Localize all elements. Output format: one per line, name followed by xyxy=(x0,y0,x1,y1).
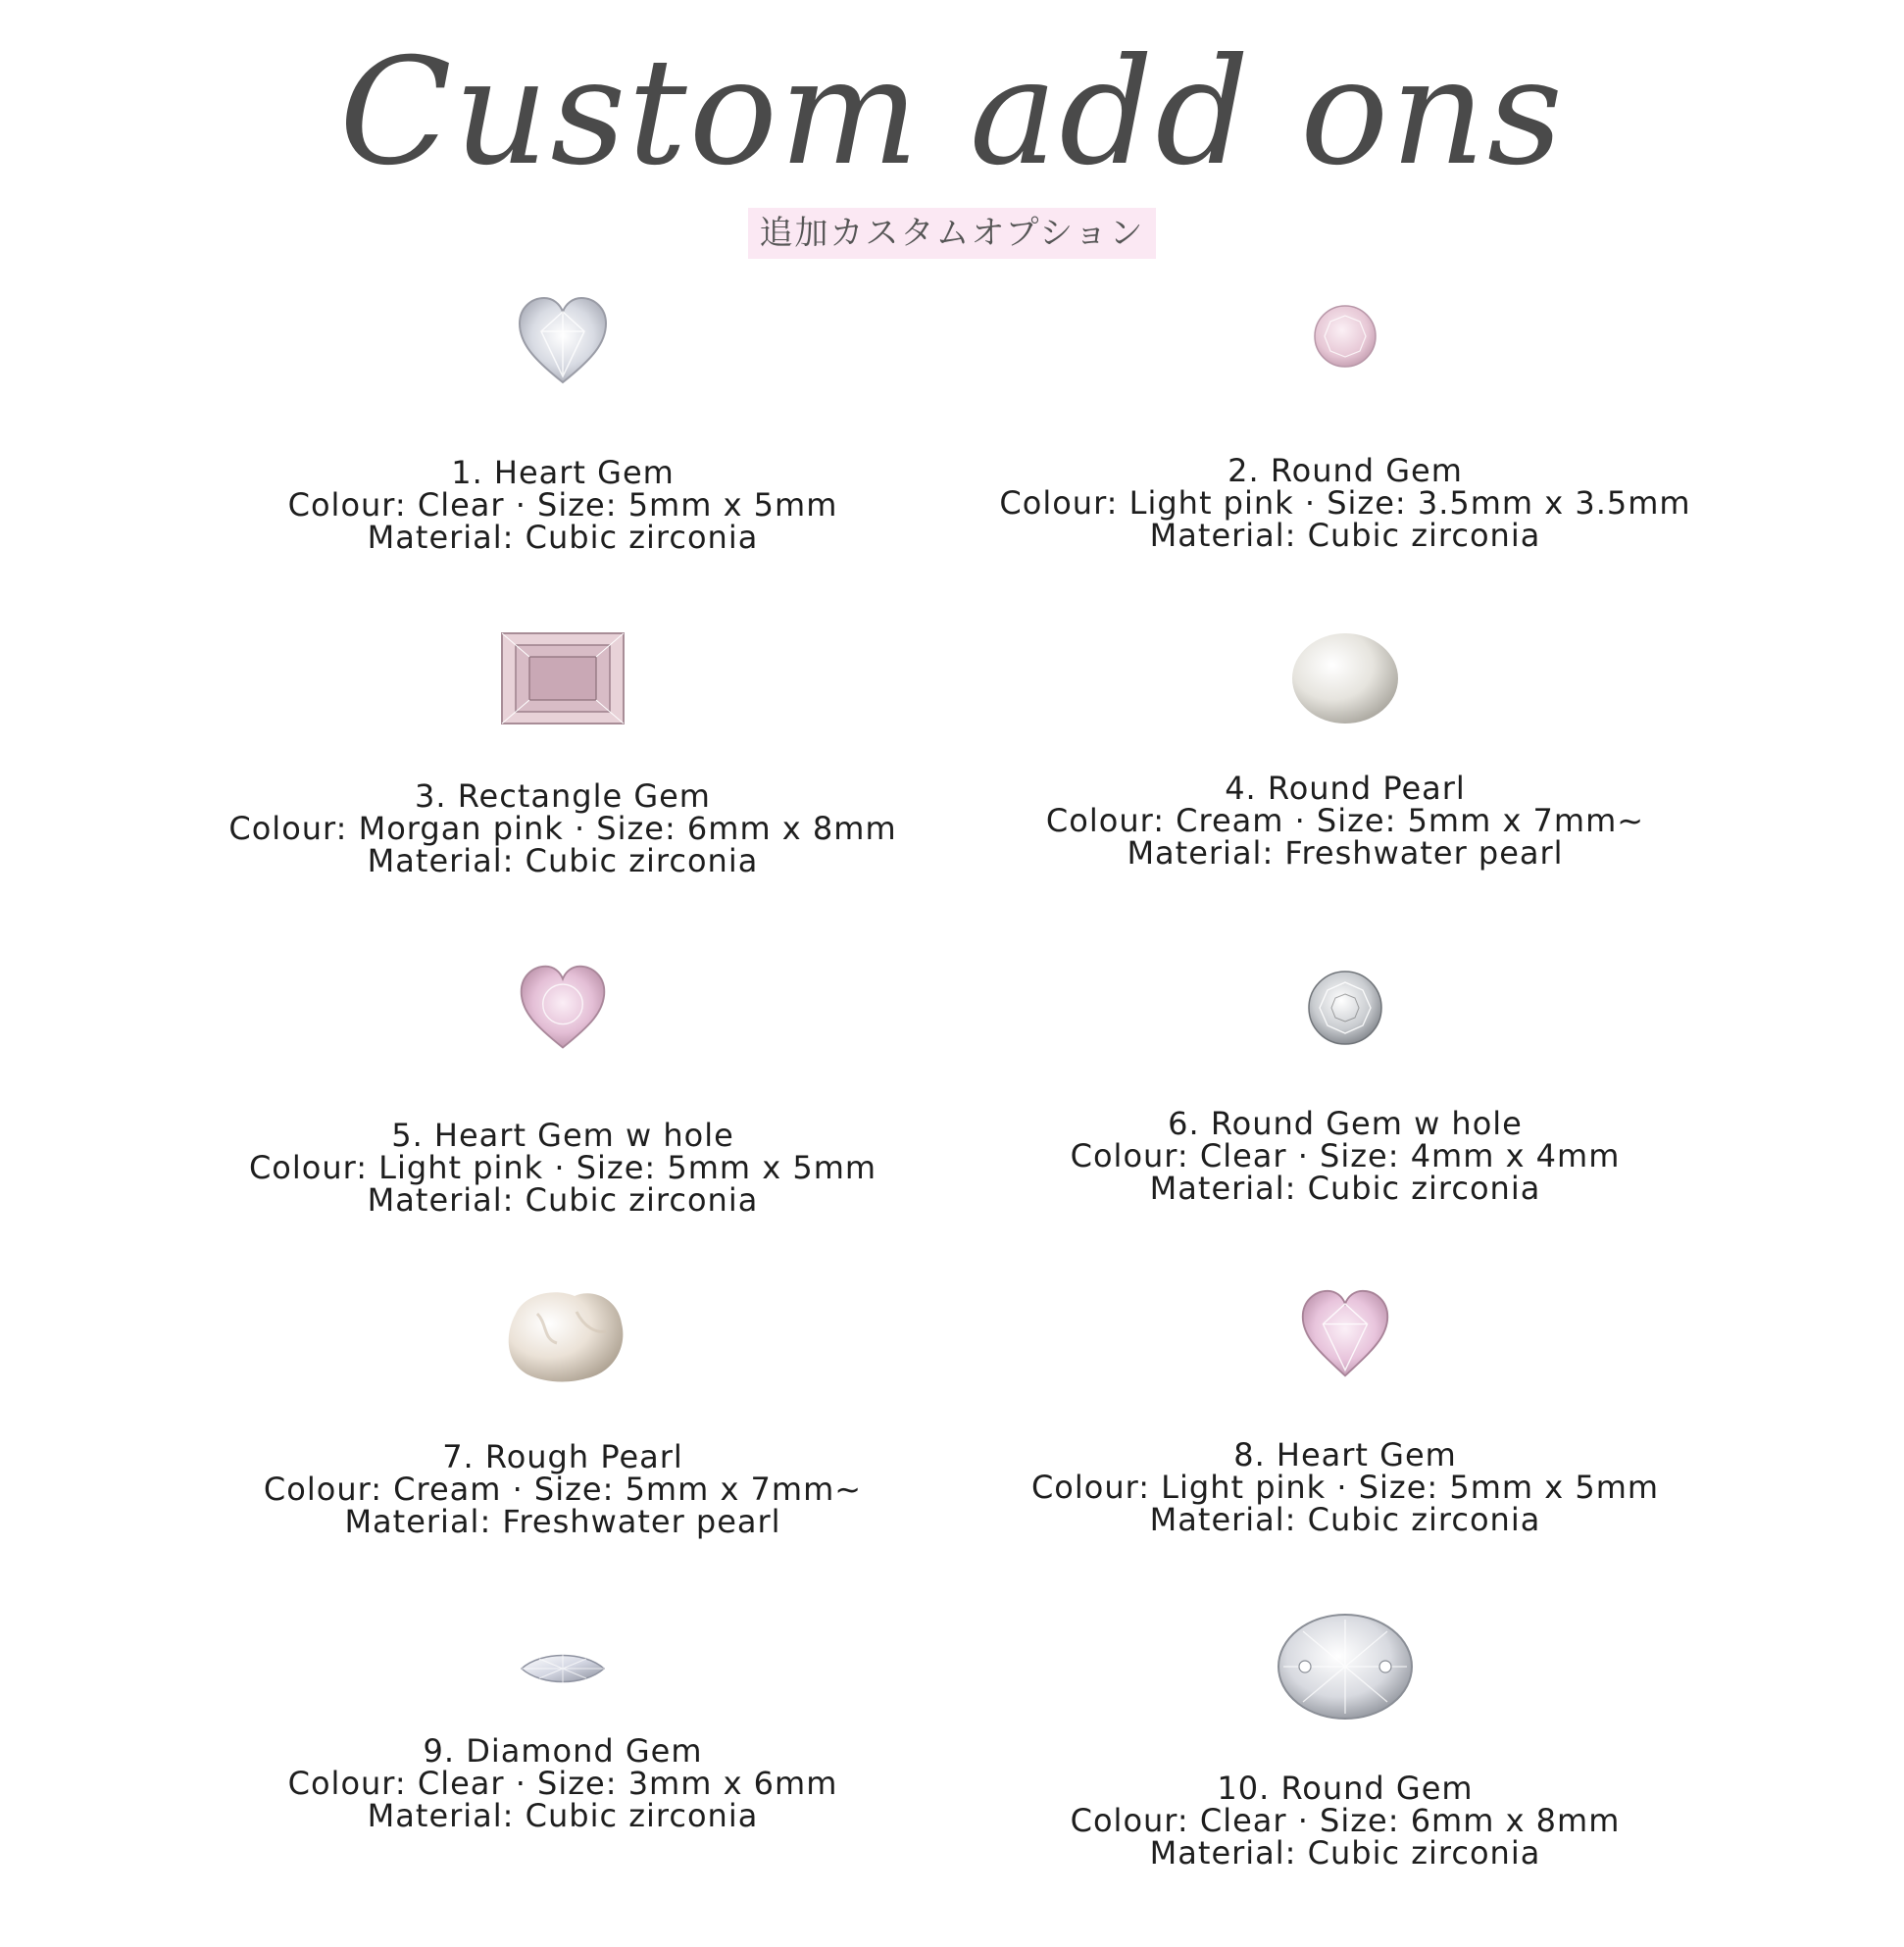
item-name: 4. Round Pearl xyxy=(1225,770,1466,807)
page-title: Custom add ons xyxy=(339,27,1565,198)
round-pearl-icon xyxy=(1288,629,1402,727)
item-name: 9. Diamond Gem xyxy=(423,1732,703,1770)
item-material: Material: Freshwater pearl xyxy=(1127,834,1564,872)
item-spec: Colour: Clear · Size: 5mm x 5mm xyxy=(287,486,838,524)
item-spec: Colour: Morgan pink · Size: 6mm x 8mm xyxy=(228,810,897,847)
item-spec: Colour: Cream · Size: 5mm x 7mm~ xyxy=(263,1471,863,1508)
clear-round-gem-icon xyxy=(1306,969,1384,1047)
item-material: Material: Cubic zirconia xyxy=(1149,1501,1541,1538)
item-8 xyxy=(904,1286,1786,1536)
item-spec: Colour: Cream · Size: 5mm x 7mm~ xyxy=(1045,802,1645,839)
item-4 xyxy=(904,629,1786,870)
clear-marquise-gem-icon xyxy=(520,1649,606,1688)
clear-heart-gem-icon xyxy=(514,292,612,390)
item-material: Material: Cubic zirconia xyxy=(367,842,759,879)
item-spec: Colour: Light pink · Size: 5mm x 5mm xyxy=(1030,1469,1660,1506)
pink-rectangle-gem-icon xyxy=(500,631,626,725)
item-3 xyxy=(122,631,1004,877)
item-9 xyxy=(122,1649,1004,1832)
item-10 xyxy=(904,1612,1786,1870)
item-material: Material: Cubic zirconia xyxy=(367,1181,759,1219)
item-material: Material: Cubic zirconia xyxy=(1149,1170,1541,1207)
pink-heart-gem-icon xyxy=(1299,1286,1391,1380)
item-material: Material: Cubic zirconia xyxy=(367,519,759,556)
item-spec: Colour: Light pink · Size: 5mm x 5mm xyxy=(248,1149,877,1186)
item-material: Material: Freshwater pearl xyxy=(344,1503,781,1540)
item-name: 6. Round Gem w hole xyxy=(1168,1105,1523,1142)
item-name: 1. Heart Gem xyxy=(451,454,675,491)
item-name: 10. Round Gem xyxy=(1217,1770,1474,1807)
pink-round-gem-icon xyxy=(1311,302,1379,371)
item-name: 2. Round Gem xyxy=(1228,452,1463,489)
item-name: 8. Heart Gem xyxy=(1233,1436,1457,1473)
item-5 xyxy=(122,963,1004,1217)
item-name: 3. Rectangle Gem xyxy=(415,777,711,815)
item-spec: Colour: Light pink · Size: 3.5mm x 3.5mm xyxy=(999,484,1691,522)
item-1 xyxy=(122,292,1004,554)
pink-heart-gem-icon xyxy=(517,963,609,1053)
item-material: Material: Cubic zirconia xyxy=(1149,517,1541,554)
item-spec: Colour: Clear · Size: 3mm x 6mm xyxy=(287,1765,838,1802)
item-spec: Colour: Clear · Size: 4mm x 4mm xyxy=(1070,1137,1621,1174)
item-name: 7. Rough Pearl xyxy=(442,1438,683,1475)
item-material: Material: Cubic zirconia xyxy=(1149,1834,1541,1872)
subtitle: 追加カスタムオプション xyxy=(748,208,1157,259)
item-7 xyxy=(122,1284,1004,1538)
item-2 xyxy=(904,302,1786,552)
item-6 xyxy=(904,969,1786,1205)
rough-pearl-icon xyxy=(498,1284,627,1386)
item-name: 5. Heart Gem w hole xyxy=(391,1117,734,1154)
item-material: Material: Cubic zirconia xyxy=(367,1797,759,1834)
item-spec: Colour: Clear · Size: 6mm x 8mm xyxy=(1070,1802,1621,1839)
clear-oval-gem-icon xyxy=(1276,1612,1415,1722)
subtitle-container xyxy=(0,208,1904,259)
